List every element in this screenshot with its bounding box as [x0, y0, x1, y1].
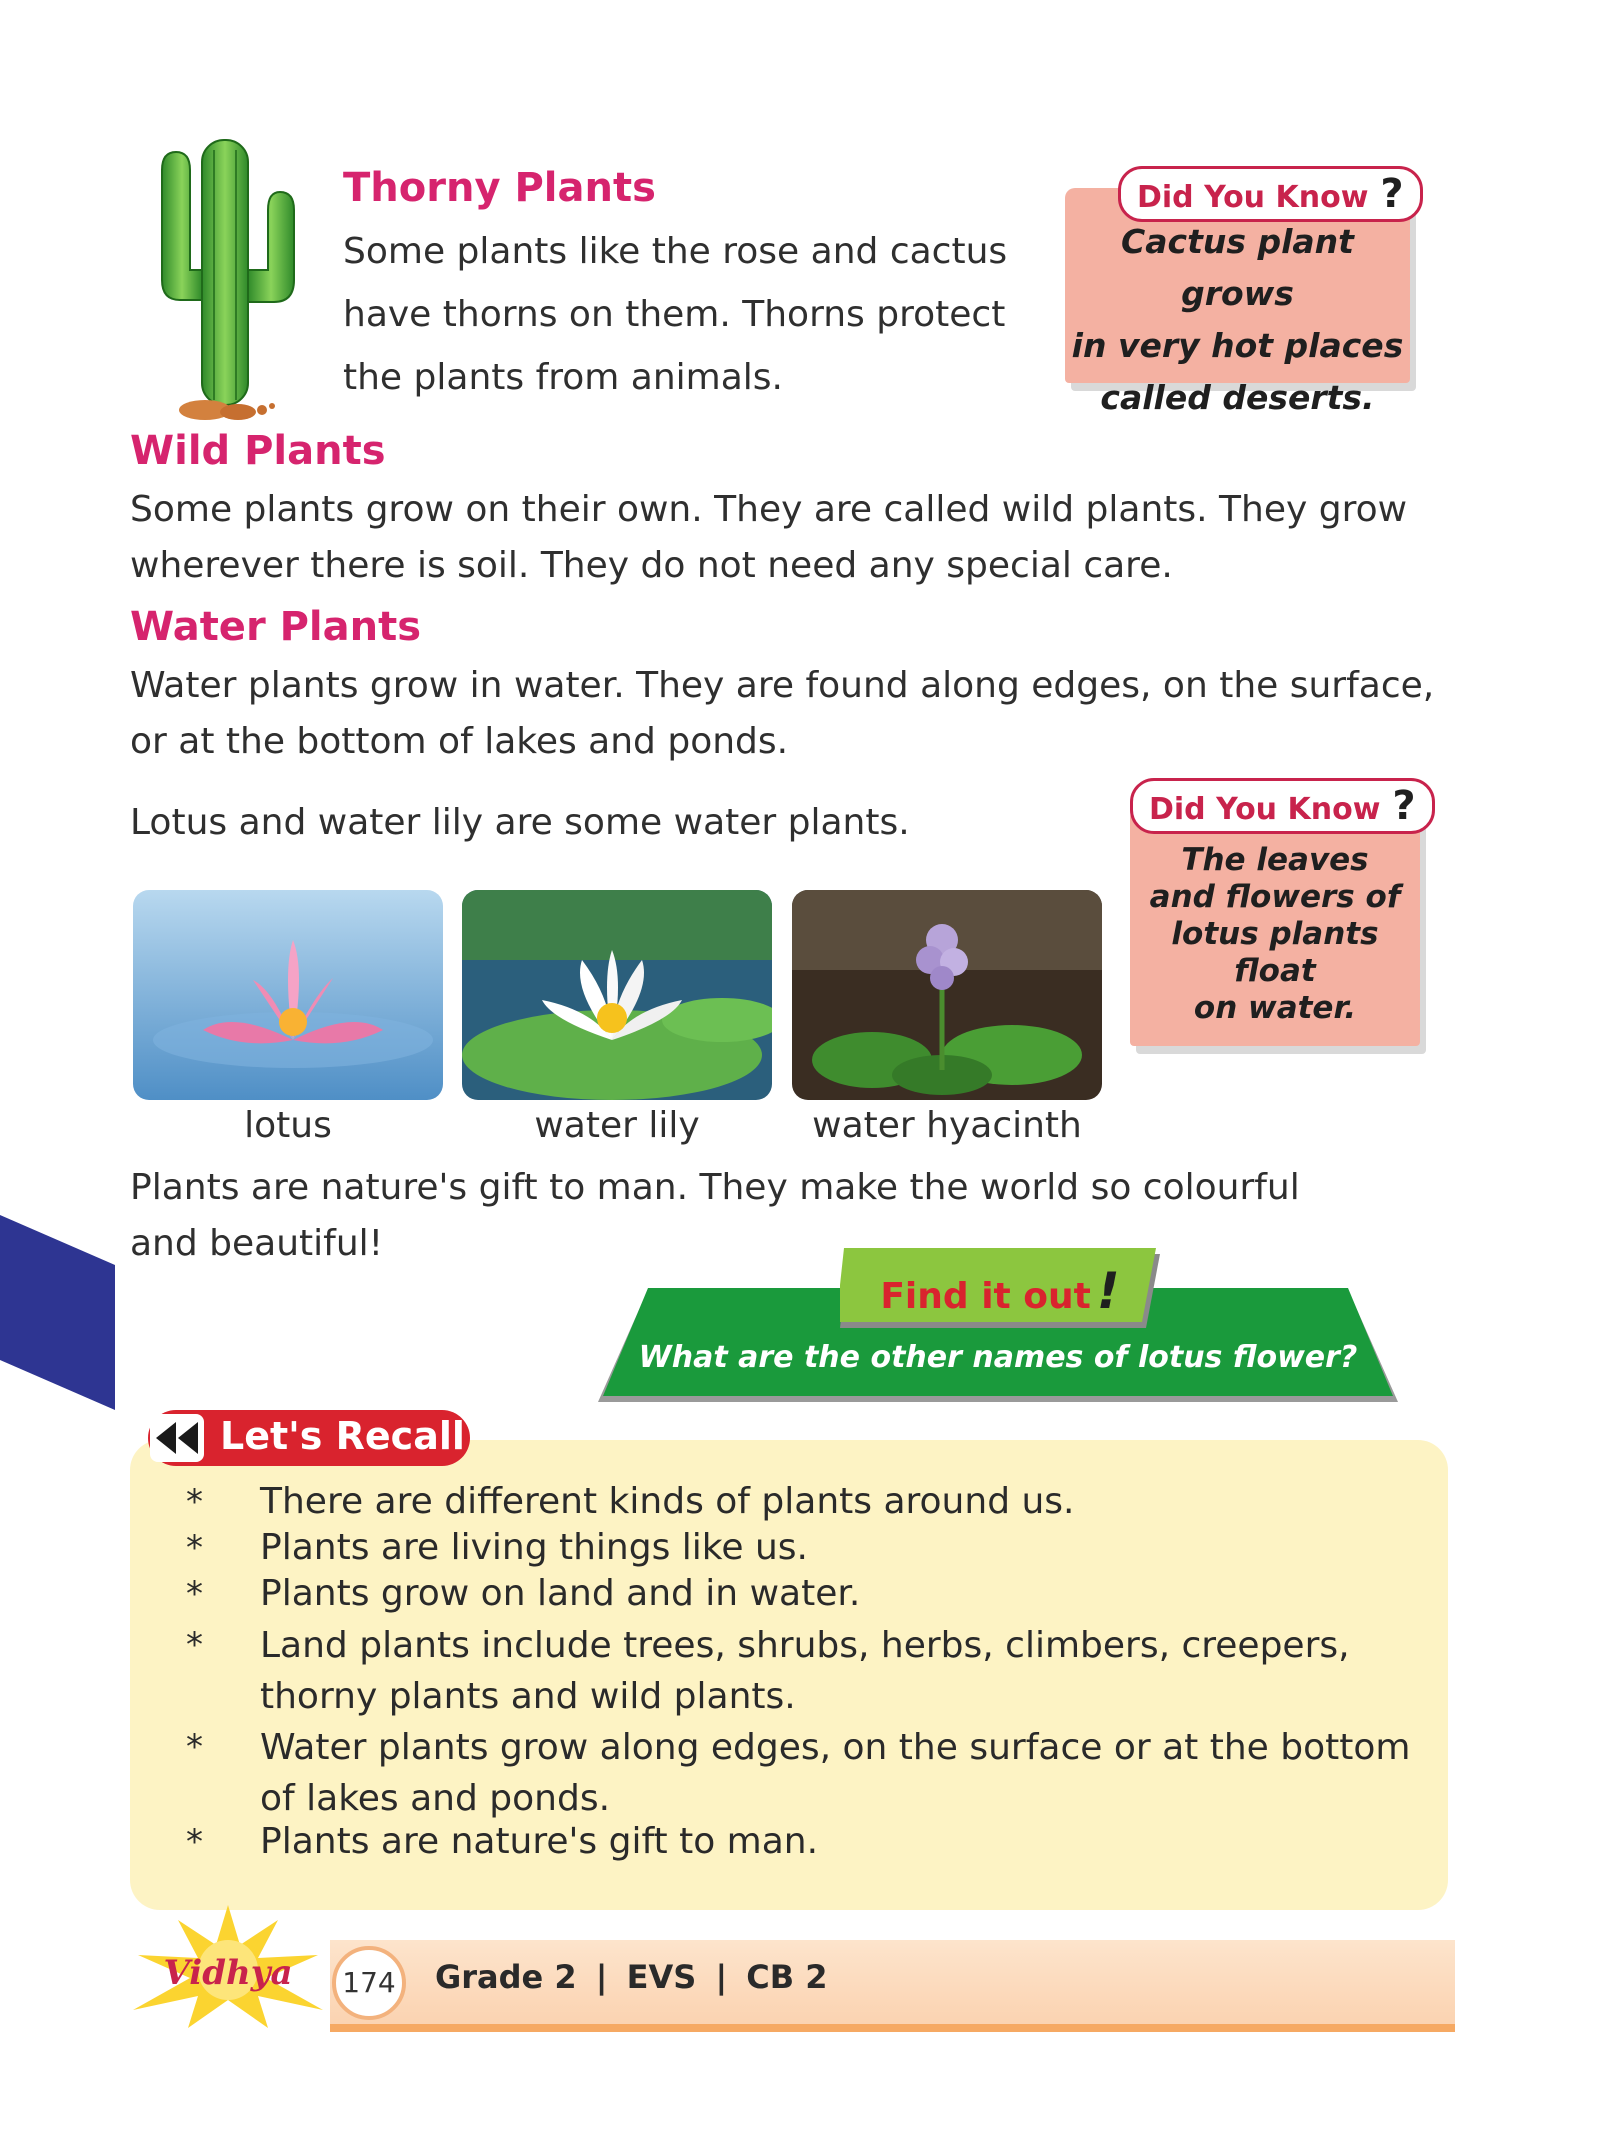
footer-grade: Grade 2 — [435, 1958, 577, 1996]
text-line: Water plants grow along edges, on the surface or at the bottom — [260, 1727, 1411, 1768]
text-line: and beautiful! — [130, 1223, 384, 1264]
text-line: Cactus plant grows — [1121, 222, 1354, 313]
side-tab-marker — [0, 1215, 115, 1410]
find-it-out-label — [860, 1262, 1140, 1320]
find-it-out-text: Find it out — [880, 1276, 1091, 1317]
logo-text: Vidhya — [163, 1953, 293, 1993]
find-it-out-question: What are the other names of lotus flower? — [638, 1340, 1358, 1375]
bullet-star: * — [186, 1528, 203, 1568]
page-number: 174 — [332, 1946, 406, 2020]
text-line: The leaves — [1181, 842, 1369, 878]
bullet-star: * — [186, 1482, 203, 1522]
text-line: Some plants like the rose and cactus — [343, 231, 1008, 272]
text-line: thorny plants and wild plants. — [260, 1676, 796, 1717]
water-plants-examples: Lotus and water lily are some water plants. — [130, 802, 910, 843]
text-line: Plants are nature's gift to man. They make the world so colourful — [130, 1167, 1300, 1208]
photo-caption: water hyacinth — [812, 1105, 1082, 1146]
list-item-text — [260, 1818, 1430, 1866]
footer-separator: | — [715, 1958, 728, 1996]
thorny-plants-text — [343, 224, 1043, 406]
cactus-illustration — [150, 130, 300, 430]
footer-course-info — [435, 1958, 828, 1996]
text-line: the plants from animals. — [343, 357, 783, 398]
text-line: of lakes and ponds. — [260, 1778, 611, 1819]
bullet-star: * — [186, 1822, 203, 1862]
list-item-text — [260, 1722, 1430, 1824]
text-line: in very hot places — [1071, 326, 1404, 365]
water-plants-heading: Water Plants — [130, 604, 422, 650]
list-item-text — [260, 1620, 1430, 1722]
text-line: have thorns on them. Thorns protect — [343, 294, 1006, 335]
footer-subject: EVS — [626, 1958, 697, 1996]
list-item-text — [260, 1524, 1430, 1572]
did-you-know-label: Did You Know — [1137, 180, 1369, 215]
footer-book: CB 2 — [746, 1958, 828, 1996]
text-line: Plants are living things like us. — [260, 1527, 808, 1568]
text-line: called deserts. — [1100, 378, 1375, 417]
water-lily-photo — [462, 890, 772, 1100]
exclamation-icon: ! — [1096, 1262, 1120, 1320]
text-line: Plants are nature's gift to man. — [260, 1821, 819, 1862]
vidhya-logo — [118, 1900, 338, 2030]
water-hyacinth-photo — [792, 890, 1102, 1100]
photo-caption: lotus — [244, 1105, 332, 1146]
text-line: There are different kinds of plants around us. — [260, 1481, 1075, 1522]
water-plants-text — [130, 658, 1460, 770]
bullet-star: * — [186, 1625, 203, 1665]
thorny-plants-heading: Thorny Plants — [343, 165, 656, 211]
bullet-star: * — [186, 1574, 203, 1614]
lets-recall-text: Let's Recall — [220, 1414, 465, 1458]
bullet-star: * — [186, 1727, 203, 1767]
rewind-icon — [150, 1414, 204, 1462]
did-you-know-tag — [1130, 778, 1435, 834]
text-line: Plants grow on land and in water. — [260, 1573, 861, 1614]
did-you-know-tag — [1118, 166, 1423, 222]
text-line: Water plants grow in water. They are found along edges, on the surface, — [130, 665, 1435, 706]
lotus-photo — [133, 890, 443, 1100]
text-line: and flowers of — [1149, 879, 1401, 915]
recall-box — [130, 1440, 1448, 1910]
text-line: Land plants include trees, shrubs, herbs, climbers, creepers, — [260, 1625, 1350, 1666]
text-line: wherever there is soil. They do not need any special care. — [130, 545, 1173, 586]
did-you-know-box-lotus — [1130, 808, 1420, 1046]
text-line: lotus plants float — [1171, 916, 1379, 989]
list-item-text — [260, 1570, 1430, 1618]
text-line: Some plants grow on their own. They are called wild plants. They grow — [130, 489, 1408, 530]
wild-plants-text — [130, 482, 1460, 594]
text-line: on water. — [1193, 990, 1357, 1026]
question-mark-icon: ? — [1380, 171, 1404, 217]
question-mark-icon: ? — [1392, 783, 1416, 829]
list-item-text — [260, 1478, 1430, 1526]
did-you-know-label: Did You Know — [1149, 792, 1381, 827]
wild-plants-heading: Wild Plants — [130, 428, 386, 474]
text-line: or at the bottom of lakes and ponds. — [130, 721, 789, 762]
photo-caption: water lily — [534, 1105, 700, 1146]
lets-recall-label — [148, 1410, 470, 1466]
footer-separator: | — [595, 1958, 608, 1996]
